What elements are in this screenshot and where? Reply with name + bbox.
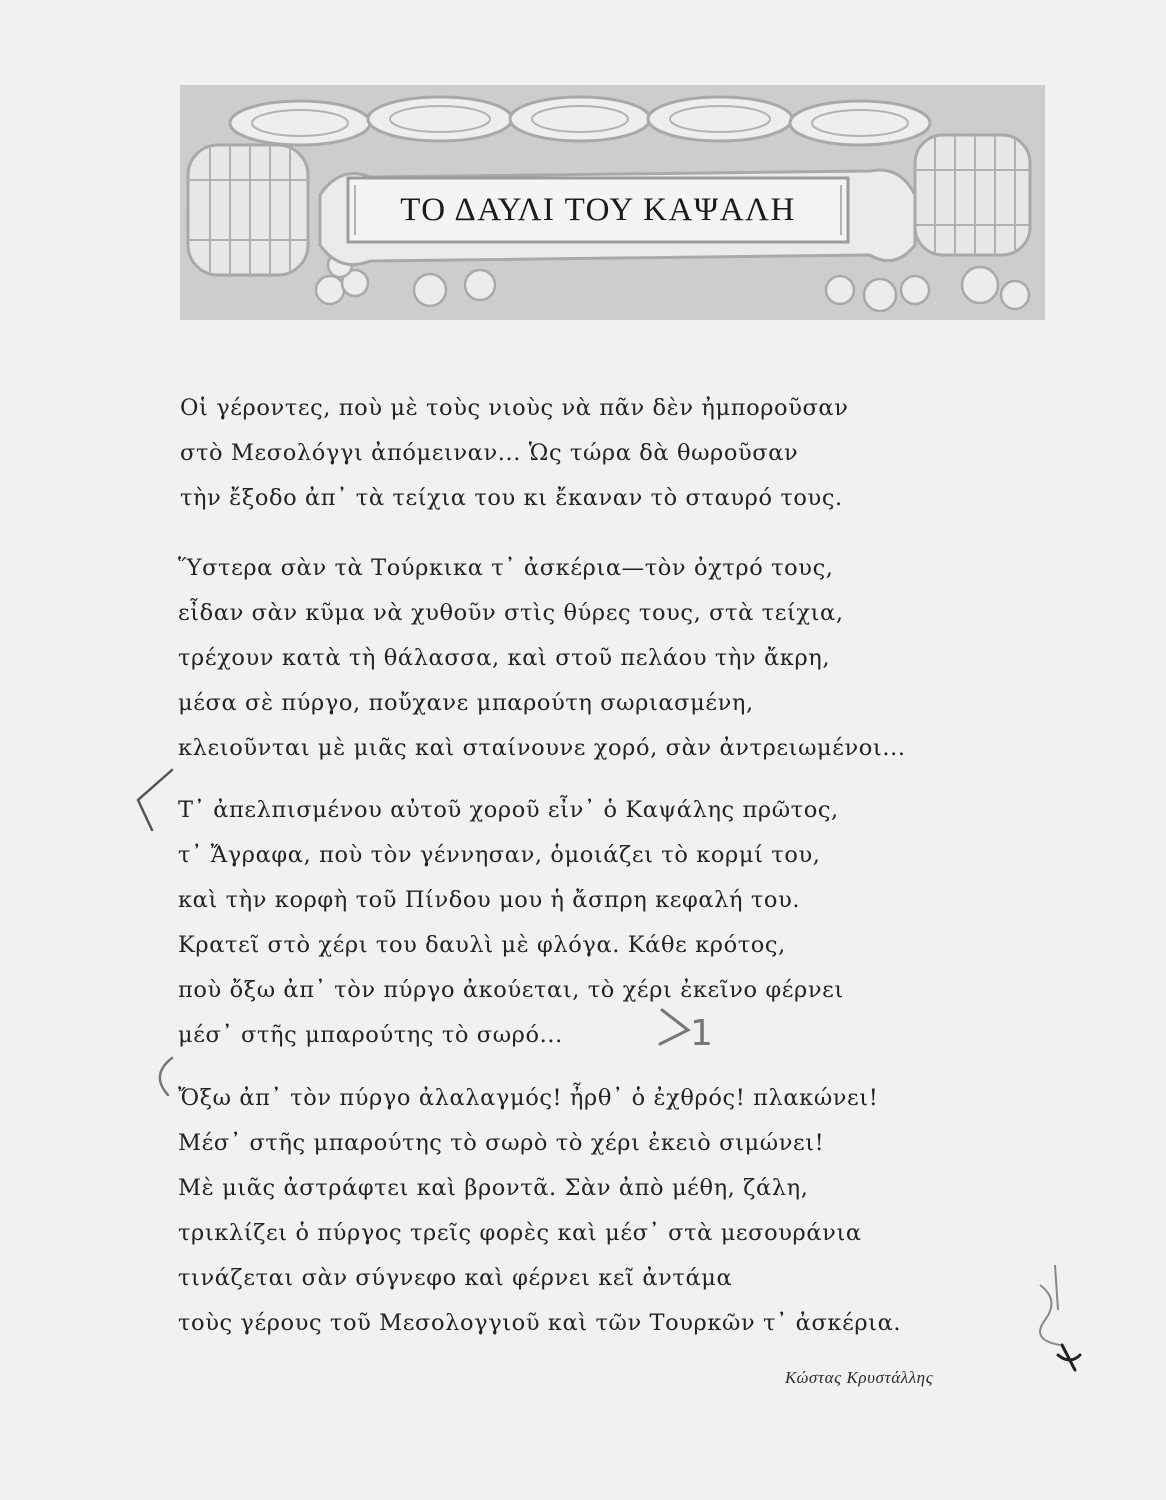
poem-line: τινάζεται σὰν σύγνεφο καὶ φέρνει κεῖ ἀντάμα bbox=[178, 1265, 733, 1291]
poem-line: εἶδαν σὰν κῦμα νὰ χυθοῦν στὶς θύρες τους, στὰ τείχια, bbox=[178, 600, 844, 626]
page-title: ΤΟ ΔΑΥΛΙ ΤΟΥ ΚΑΨΑΛΗ bbox=[400, 191, 796, 228]
poem-line: Ὕστερα σὰν τὰ Τούρκικα τ᾿ ἀσκέρια—τὸν ὀχτρό τους, bbox=[178, 555, 834, 581]
poem-line: Μὲ μιᾶς ἀστράφτει καὶ βροντᾶ. Σὰν ἀπὸ μέθη, ζάλη, bbox=[178, 1175, 809, 1201]
poem-line: καὶ τὴν κορφὴ τοῦ Πίνδου μου ἡ ἄσπρη κεφαλή του. bbox=[178, 887, 801, 913]
handwritten-number: 1 bbox=[690, 1013, 713, 1054]
poem-line: τὴν ἔξοδο ἀπ᾿ τὰ τείχια του κι ἔκαναν τὸ σταυρό τους. bbox=[180, 485, 843, 511]
poem-line: στὸ Μεσολόγγι ἀπόμειναν... Ὡς τώρα δὰ θωροῦσαν bbox=[180, 440, 799, 466]
poem-line: ποὺ ὄξω ἀπ᾿ τὸν πύργο ἀκούεται, τὸ χέρι ἐκεῖνο φέρνει bbox=[178, 977, 844, 1003]
poem-line: Κρατεῖ στὸ χέρι του δαυλὶ μὲ φλόγα. Κάθε κρότος, bbox=[178, 932, 786, 958]
poem-line: Μέσ᾿ στῆς μπαρούτης τὸ σωρὸ τὸ χέρι ἐκειὸ σιμώνει! bbox=[178, 1130, 825, 1156]
poem-line: Τ᾿ ἀπελπισμένου αὐτοῦ χοροῦ εἶν᾿ ὁ Καψάλης πρῶτος, bbox=[178, 797, 839, 823]
poem-line: μέσα σὲ πύργο, ποὔχανε μπαρούτη σωριασμένη, bbox=[178, 690, 754, 716]
author-signature: Κώστας Κρυστάλλης bbox=[785, 1368, 934, 1387]
poem-line: Ὄξω ἀπ᾿ τὸν πύργο ἀλαλαγμός! ἦρθ᾿ ὁ ἐχθρός! πλακώνει! bbox=[178, 1085, 879, 1111]
poem-line: Οἱ γέροντες, ποὺ μὲ τοὺς νιοὺς νὰ πᾶν δὲν ἠμποροῦσαν bbox=[180, 395, 849, 421]
poem-line: μέσ᾿ στῆς μπαρούτης τὸ σωρό... bbox=[178, 1022, 563, 1048]
poem-line: τρικλίζει ὁ πύργος τρεῖς φορὲς καὶ μέσ᾿ στὰ μεσουράνια bbox=[178, 1220, 862, 1246]
poem-line: τοὺς γέρους τοῦ Μεσολογγιοῦ καὶ τῶν Τουρκῶν τ᾿ ἀσκέρια. bbox=[178, 1310, 902, 1336]
poem-line: τ᾿ Ἄγραφα, ποὺ τὸν γέννησαν, ὁμοιάζει τὸ κορμί του, bbox=[178, 842, 821, 868]
poem-line: τρέχουν κατὰ τὴ θάλασσα, καὶ στοῦ πελάου τὴν ἄκρη, bbox=[178, 645, 831, 671]
poem-line: κλειοῦνται μὲ μιᾶς καὶ σταίνουνε χορό, σὰν ἀντρειωμένοι... bbox=[178, 735, 906, 761]
